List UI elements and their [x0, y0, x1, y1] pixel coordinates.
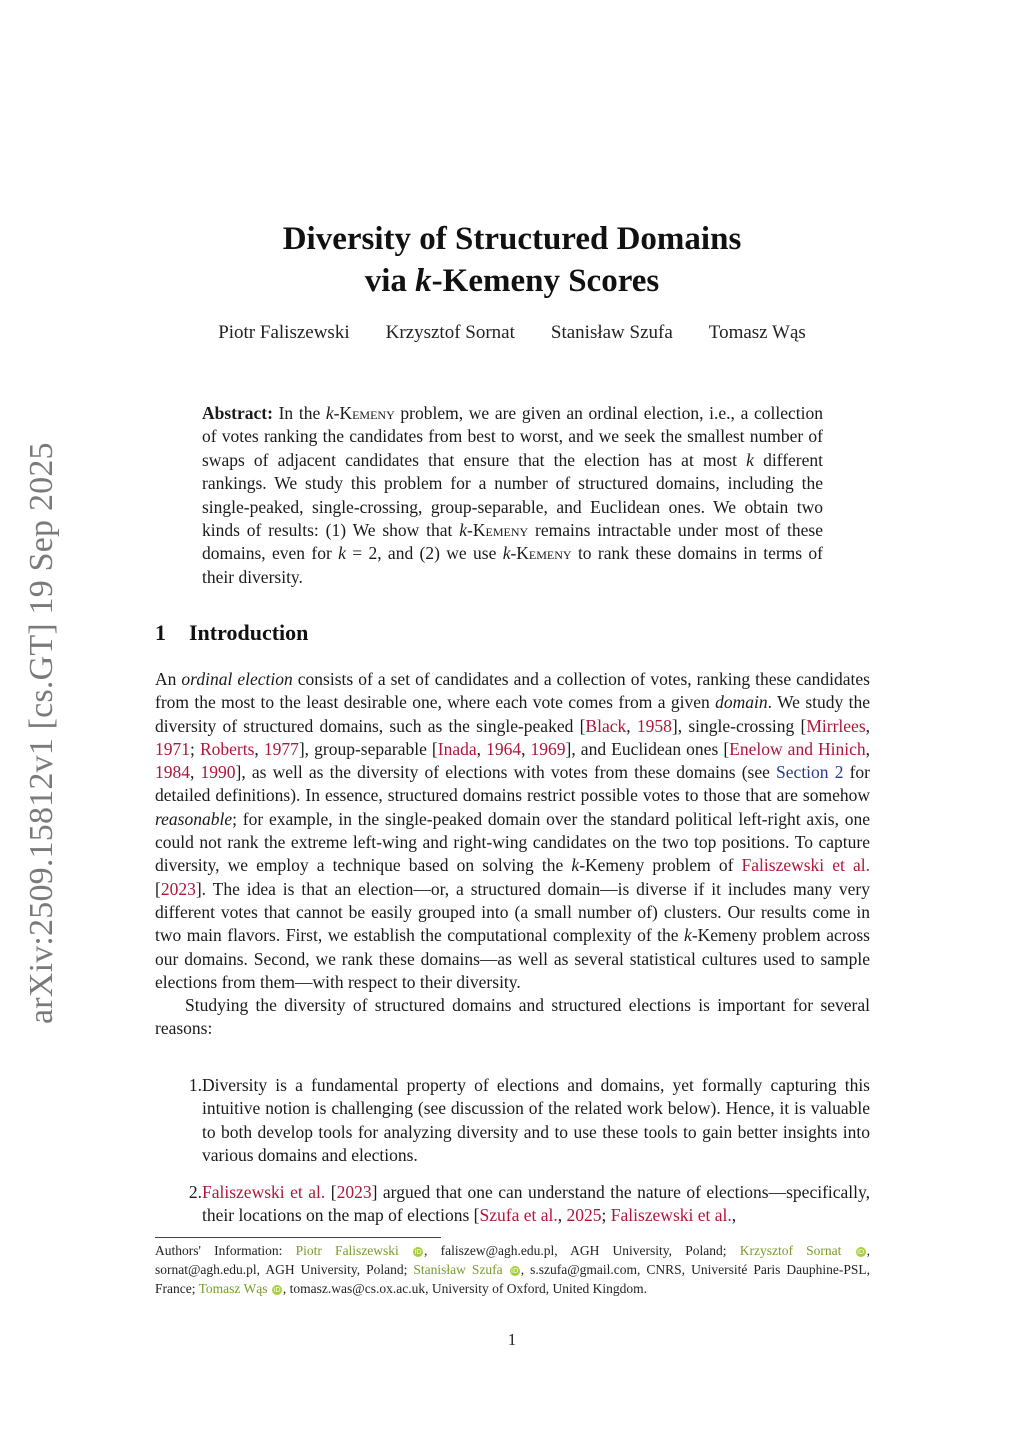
title-line-2	[0, 260, 1024, 302]
text-run: ;	[190, 738, 200, 759]
kemeny-term: -Kemeny	[510, 543, 572, 564]
list-text	[202, 1181, 870, 1228]
text-run: ]. The idea is that an election—or, a structured domain—is diverse if it includes many very different votes that cannot be easily grouped into (a small number of) clusters. Our results come in two main flavors. First, we establish the computational complexity of the	[155, 878, 870, 946]
emphasis: ordinal election	[181, 669, 293, 689]
math-k: k	[502, 543, 511, 564]
section-number: 1	[155, 620, 166, 645]
citation-link[interactable]: 1964	[486, 738, 522, 759]
emphasis: domain	[715, 692, 768, 713]
list-number: 1.	[188, 1075, 202, 1095]
math-k: k	[571, 855, 580, 876]
text-run: for detailed definitions). In essence, structured domains restrict possible votes to those that are somehow	[155, 762, 871, 806]
author-name: Piotr Faliszewski	[218, 322, 350, 343]
text-run: -Kemeny problem across our domains. Second, we rank these domains—as well as several statistical cultures used to sample elections from them—with respect to their diversity.	[155, 925, 870, 992]
footnote-text: , faliszew@agh.edu.pl, AGH University, Poland;	[424, 1243, 740, 1258]
intro-paragraph-2: Studying the diversity of structured domains and structured elections is important for several reasons:	[155, 995, 870, 1039]
text-run: . We study the diversity of structured domains, such as the single-peaked [	[155, 692, 870, 736]
citation-link[interactable]: Szufa et al.	[479, 1205, 558, 1226]
list-text: Diversity is a fundamental property of elections and domains, yet formally capturing this intuitive notion is challenging (see discussion of the related work below). Hence, it is valuable to both develop tools for analyzing diversity and to use these tools to gain better insights into various domains and elections.	[202, 1075, 870, 1165]
author-link[interactable]: Tomasz Wąs	[198, 1281, 268, 1296]
text-run: ,	[626, 715, 637, 736]
text-run: [	[155, 878, 161, 899]
abstract-text: different rankings. We study this problem for a number of structured domains, including the single-peaked, single-crossing, group-separable, and Euclidean ones. We obtain two kinds of results: (1) We show that	[202, 449, 823, 541]
text-run: [	[325, 1182, 337, 1203]
citation-link[interactable]: Mirrlees	[806, 715, 866, 736]
math-k: k	[684, 925, 692, 946]
footnote-text: , sornat@agh.edu.pl, AGH University, Poland;	[155, 1243, 871, 1277]
text-run: consists of a set of candidates and a collection of votes, ranking these candidates from the most to the least desirable one, where each vote comes from a given	[155, 669, 870, 713]
math-k: k	[325, 403, 334, 423]
section-heading	[155, 620, 308, 646]
abstract-text: In the	[272, 403, 326, 423]
abstract-text: remains intractable under most of these domains, even for	[202, 520, 823, 564]
citation-link[interactable]: Black	[585, 715, 627, 736]
paper-title	[0, 218, 1024, 302]
footnote-text: , tomasz.was@cs.ox.ac.uk, University of Oxford, United Kingdom.	[282, 1281, 648, 1296]
text-run: ,	[557, 1205, 567, 1226]
page-number: 1	[507, 1330, 517, 1349]
text-run: ,	[865, 715, 871, 736]
list-number: 2.	[188, 1182, 202, 1203]
citation-link[interactable]: 2025	[566, 1205, 602, 1226]
author-list	[0, 322, 1024, 344]
intro-body	[155, 668, 870, 1041]
orcid-icon[interactable]: iD	[856, 1248, 865, 1256]
abstract-text: = 2, and (2) we use	[345, 543, 503, 564]
title-via: via	[364, 263, 416, 299]
arxiv-identifier: arXiv:2509.15812v1 [cs.GT] 19 Sep 2025	[23, 442, 60, 1024]
abstract-text: problem, we are given an ordinal election, i.e., a collection of votes ranking the candidates from best to worst, and we seek the smallest number of swaps of adjacent candidates that ensure that the election has at most	[202, 403, 823, 470]
text-run: ,	[731, 1205, 737, 1226]
citation-link[interactable]: Faliszewski et al.	[741, 855, 871, 876]
text-run: ; for example, in the single-peaked domain over the standard political left-right axis, one could not rank the extreme left-wing and right-wing candidates on the two top positions. To capture diversity, we employ a technique based on solving the	[155, 808, 870, 876]
list-item	[155, 1074, 870, 1167]
title-kemeny-scores: -Kemeny Scores	[431, 263, 660, 299]
author-name: Krzysztof Sornat	[385, 322, 515, 343]
citation-link[interactable]: Inada	[437, 738, 477, 759]
text-run: ;	[601, 1205, 611, 1226]
citation-link[interactable]: Roberts	[199, 738, 255, 759]
text-run: ,	[254, 738, 264, 759]
text-run: An	[155, 669, 182, 689]
text-run: ], group-separable [	[298, 738, 438, 759]
author-link[interactable]: Krzysztof Sornat	[739, 1243, 842, 1258]
citation-link[interactable]: 1958	[636, 715, 672, 736]
list-item	[155, 1181, 870, 1228]
emphasis: reasonable	[155, 808, 233, 829]
author-link[interactable]: Stanisław Szufa	[413, 1262, 503, 1277]
kemeny-term: -Kemeny	[333, 403, 395, 423]
text-run: ,	[476, 738, 487, 759]
text-run: ,	[521, 738, 531, 759]
citation-link[interactable]: 1984	[155, 762, 190, 783]
kemeny-term: -Kemeny	[467, 520, 529, 541]
citation-link[interactable]: 1971	[155, 738, 190, 759]
text-run: ], as well as the diversity of elections with votes from these domains (see	[235, 762, 777, 783]
math-k: k	[746, 449, 754, 470]
citation-link[interactable]: Enelow and Hinich	[729, 738, 866, 759]
authors-footnote	[155, 1241, 870, 1298]
text-run: ,	[190, 762, 201, 783]
text-run: ], single-crossing [	[671, 715, 807, 736]
intro-paragraph-1	[155, 668, 870, 994]
author-name: Stanisław Szufa	[550, 322, 673, 343]
title-k: k	[415, 263, 432, 299]
reasons-list	[155, 1074, 870, 1242]
section-title: Introduction	[189, 620, 309, 645]
citation-link[interactable]: 1977	[263, 738, 299, 759]
section-link[interactable]: Section 2	[776, 762, 844, 783]
math-k: k	[459, 520, 468, 541]
footnote-text: , s.szufa@gmail.com, CNRS, Université Paris Dauphine-PSL, France;	[155, 1262, 870, 1296]
citation-link[interactable]: 2023	[336, 1182, 372, 1203]
title-line-1: Diversity of Structured Domains	[282, 221, 742, 257]
text-run: -Kemeny problem of	[579, 855, 742, 876]
citation-link[interactable]: 2023	[160, 878, 196, 899]
abstract	[202, 402, 823, 589]
orcid-icon[interactable]: iD	[511, 1267, 519, 1275]
author-name: Tomasz Wąs	[708, 322, 806, 343]
math-k: k	[338, 543, 346, 564]
orcid-icon[interactable]: iD	[273, 1286, 281, 1294]
text-run: ], and Euclidean ones [	[565, 738, 730, 759]
citation-link[interactable]: 1990	[200, 762, 236, 783]
author-link[interactable]: Piotr Faliszewski	[295, 1243, 399, 1258]
citation-link[interactable]: Faliszewski et al.	[610, 1205, 732, 1226]
text-run: ] argued that one can understand the nature of elections—specifically, their locations on the map of elections [	[202, 1182, 871, 1226]
abstract-text: to rank these domains in terms of their diversity.	[202, 543, 823, 587]
abstract-label: Abstract:	[202, 403, 273, 423]
orcid-icon[interactable]: iD	[414, 1248, 422, 1256]
citation-link[interactable]: 1969	[530, 738, 566, 759]
text-run: ,	[865, 738, 871, 759]
footnote-divider	[155, 1237, 441, 1238]
footnote-lead: Authors' Information:	[155, 1243, 296, 1258]
citation-link[interactable]: Faliszewski et al.	[202, 1182, 326, 1203]
